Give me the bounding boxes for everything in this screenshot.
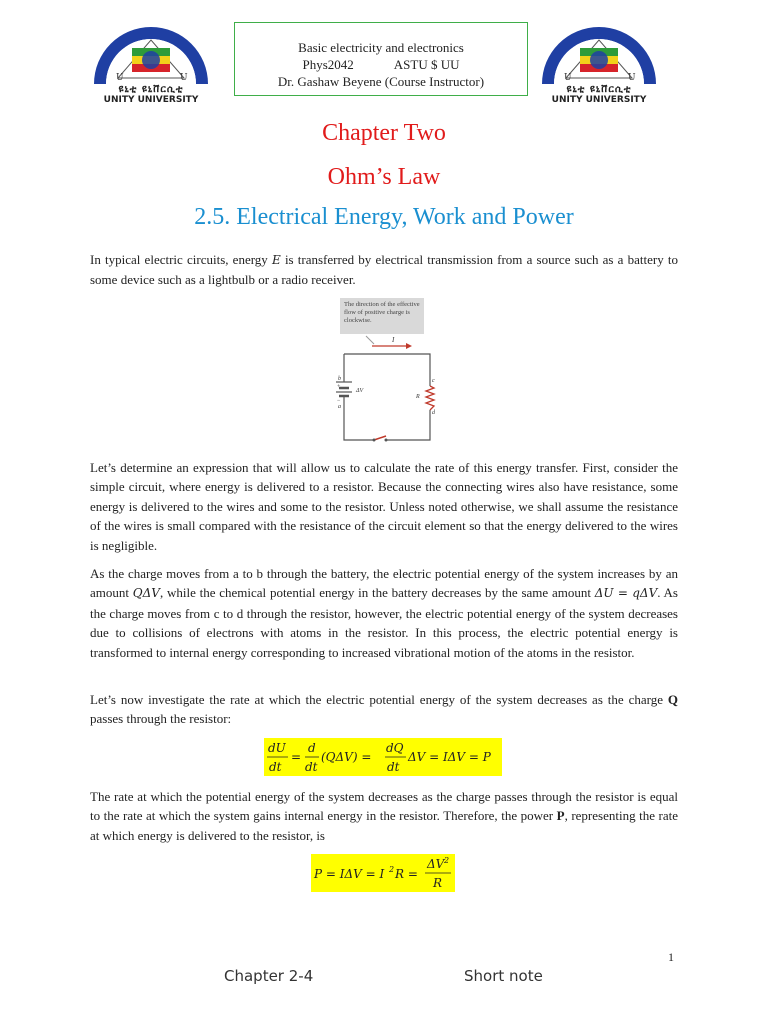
logo-english-text: UNITY UNIVERSITY <box>551 95 647 105</box>
svg-text:U: U <box>116 73 124 83</box>
page-number: 1 <box>668 950 674 964</box>
switch-icon <box>374 436 386 440</box>
svg-text:R: R <box>433 876 443 890</box>
program-name: ASTU $ UU <box>393 57 460 72</box>
svg-text:(QΔV) =: (QΔV) = <box>321 750 372 764</box>
paragraph-rate: Let’s determine an expression that will allow us to calculate the rate of this energy transfer. First, consider the simple circuit, where energy is delivered to a resistor. Because the connecting wires also have resistance, some energy is delivered to the wires and some to the resistor. Unless noted otherwise, we shall assume the resistance of the wires is small compared with the resistance of the circuit element so that the energy delivered to the wires is negligible. <box>90 460 678 553</box>
svg-text:d: d <box>308 741 316 755</box>
university-logo-right <box>536 18 662 108</box>
svg-text:2: 2 <box>444 856 450 865</box>
course-title: Basic electricity and electronics <box>298 40 464 55</box>
node-a-label: a <box>338 404 341 410</box>
svg-text:=: = <box>291 750 302 764</box>
voltage-label: ΔV <box>356 388 364 394</box>
course-instructor: Dr. Gashaw Beyene (Course Instructor) <box>277 74 485 89</box>
paragraph-intro: In typical electric circuits, energy E is transferred by electrical transmission from a source such as a battery to some device such as a lightbulb or a radio receiver. <box>90 252 678 288</box>
topic-title: Ohm’s Law <box>327 164 441 190</box>
figure-caption: The direction of the effective flow of positive charge is clockwise. <box>340 298 424 334</box>
node-b-label: b <box>338 376 341 382</box>
node-d-label: d <box>432 410 435 416</box>
svg-text:U: U <box>628 73 636 83</box>
footer-short-note: Short note <box>464 967 543 985</box>
svg-text:dt: dt <box>387 760 400 774</box>
paragraph-power: The rate at which the potential energy of the system decreases as the charge passes through the resistor is equal to the rate at which the system gains internal energy in the resistor. Therefore, the power P, representing the rate at which energy is delivered to the resistor, is <box>90 789 678 843</box>
paragraph-charge: As the charge moves from a to b through the battery, the electric potential energy of the system increases by an amount QΔV, while the chemical potential energy in the battery decreases by the same amount ΔU = qΔV. As the charge moves from c to d through the resistor, however, the electric potential energy of the system decreases due to collisions of electrons with atoms in the resistor. In this process, the electric potential energy is transformed to internal energy corresponding to increased vibrational motion of the atoms in the resistor. <box>90 566 678 660</box>
current-label: I <box>392 336 395 344</box>
paragraph-investigate: Let’s now investigate the rate at which the electric potential energy of the system decreases as the charge Q passes through the resistor: <box>90 692 678 727</box>
course-code: Phys2042 <box>302 57 354 72</box>
logo-english-text: UNITY UNIVERSITY <box>103 95 199 105</box>
svg-text:2: 2 <box>389 865 395 874</box>
svg-text:dt: dt <box>269 760 282 774</box>
footer-chapter-note: Chapter 2-4 <box>224 967 314 985</box>
equation-power <box>311 854 455 892</box>
logo-emblem-icon <box>88 18 214 88</box>
minus-label: − <box>337 398 341 404</box>
svg-text:ΔV: ΔV <box>427 857 445 871</box>
svg-text:R =: R = <box>395 867 418 881</box>
svg-text:ΔV = IΔV = P: ΔV = IΔV = P <box>408 750 491 764</box>
chapter-title: Chapter Two <box>322 120 446 146</box>
svg-text:P = IΔV = I: P = IΔV = I <box>314 867 385 881</box>
university-logo-left <box>88 18 214 108</box>
resistor-label: R <box>416 394 420 400</box>
svg-text:U: U <box>180 73 188 83</box>
equation-power-derivation <box>264 738 502 776</box>
plus-label: + <box>337 384 341 390</box>
course-header-box <box>234 22 528 96</box>
logo-amharic-text: ዩኒቲ ዩኒቨርሲቲ <box>566 84 632 95</box>
svg-text:U: U <box>564 73 572 83</box>
section-title: 2.5. Electrical Energy, Work and Power <box>194 204 574 230</box>
svg-text:dt: dt <box>305 760 318 774</box>
resistor-icon <box>426 386 434 410</box>
svg-text:dQ: dQ <box>386 741 404 755</box>
node-c-label: c <box>432 378 435 384</box>
svg-text:dU: dU <box>268 741 286 755</box>
logo-emblem-icon <box>536 18 662 88</box>
logo-amharic-text: ዩኒቲ ዩኒቨርሲቲ <box>118 84 184 95</box>
